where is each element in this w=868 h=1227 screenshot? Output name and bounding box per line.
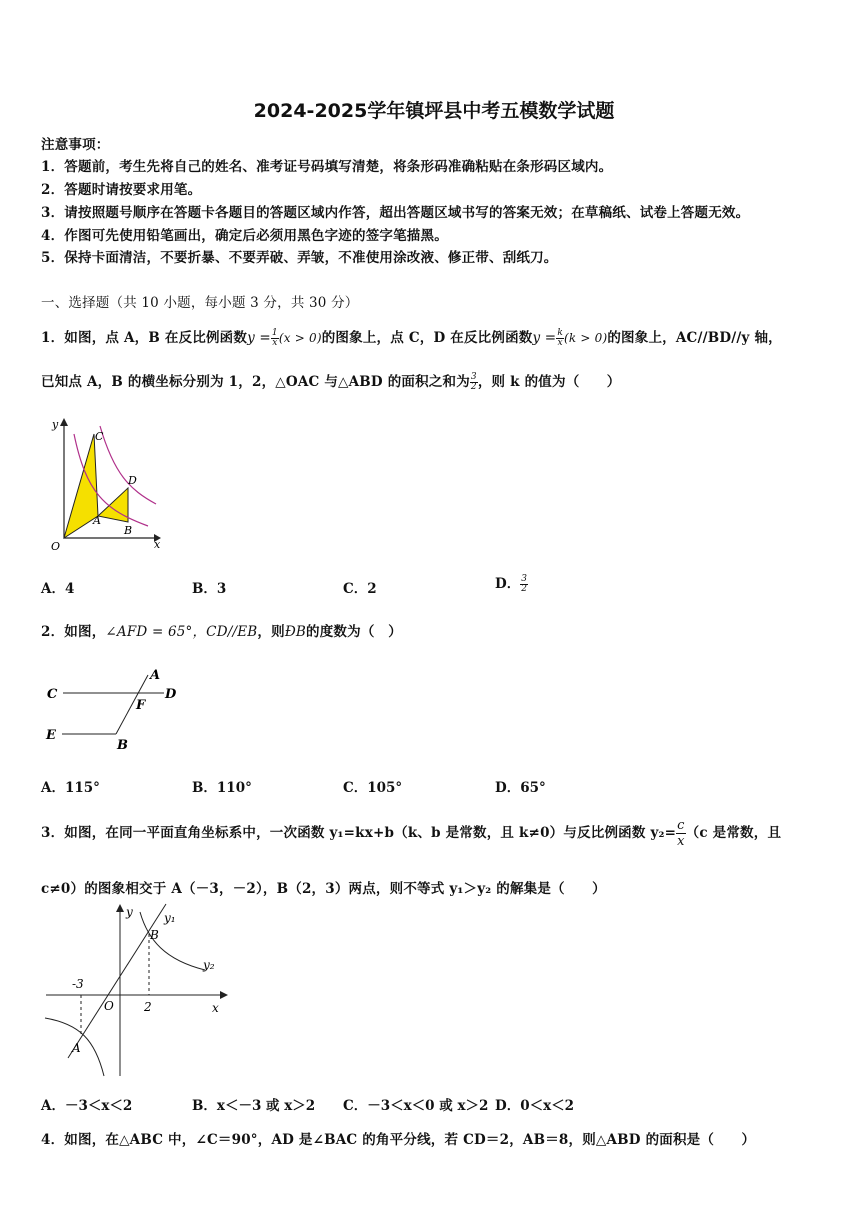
q1-func1-lhs: y = [247,330,271,346]
option-label: D． [495,576,521,592]
fraction-numerator: 3 [521,574,527,584]
y-arrow [60,418,68,426]
q2-math-angle: ÐB [284,624,307,640]
label-c: C [95,430,104,443]
label-b: B [117,738,128,753]
q1-func2-condition: (k > 0) [563,331,608,345]
q2-figure [44,665,184,755]
triangle-abd [98,488,128,522]
q1-option-d[interactable] [495,572,528,594]
q1-text: 已知点 A，B 的横坐标分别为 1，2，△OAC 与△ABD 的面积之和为 [41,374,470,390]
notice-item: 2．答题时请按要求用笔。 [41,182,202,198]
q1-text: 的图象上，点 C，D 在反比例函数 [321,330,533,346]
q2-text: ，则 [257,624,285,640]
label-b: B [124,524,133,537]
label-y1: y₁ [164,911,176,925]
fraction-denominator: x [557,338,563,348]
q1-func1-condition: (x > 0) [278,331,322,345]
option-fraction [520,575,528,594]
label-a: A [93,514,101,527]
label-y: y [52,418,59,431]
q3-option-b[interactable]: B．x＜－3 或 x＞2 [192,1098,316,1114]
label-e: E [46,728,56,743]
notice-heading: 注意事项： [41,137,110,153]
y-arrow [116,904,124,912]
page-title: 2024-2025学年镇坪县中考五模数学试题 [253,100,615,122]
label-f: F [136,698,146,713]
q1-func2-fraction [556,329,564,348]
notice-item: 1．答题前，考生先将自己的姓名、准考证号码填写清楚，将条形码准确粘贴在条形码区域内。 [41,159,613,175]
x-arrow [220,991,228,999]
q1-line1 [41,326,782,348]
q1-option-b[interactable]: B．3 [192,581,227,597]
q2-option-b[interactable]: B．110° [192,780,252,796]
label-minus-3: -3 [72,977,84,991]
q3-figure [40,900,235,1080]
q2-line1 [41,620,402,640]
fraction-denominator: 2 [521,584,527,594]
label-c: C [47,687,58,702]
label-x: x [154,538,161,551]
q4-line1: 4．如图，在△ABC 中，∠C＝90°，AD 是∠BAC 的角平分线，若 CD＝2，AB＝8，则△ABD 的面积是（ ） [41,1132,756,1148]
q1-sum-fraction [470,373,478,392]
q2-text: 的度数为（ ） [306,624,402,640]
fraction-numerator: 3 [470,372,477,382]
q3-option-a[interactable]: A．－3＜x＜2 [41,1098,133,1114]
q1-line2 [41,370,621,392]
label-y: y [126,905,133,919]
label-x: x [212,1001,219,1015]
fraction-numerator: 1 [271,328,278,338]
fraction-denominator: x [272,338,278,348]
q1-option-a[interactable]: A．4 [41,581,75,597]
label-b: B [150,928,159,942]
q2-option-d[interactable]: D．65° [495,780,546,796]
q3-option-d[interactable]: D．0＜x＜2 [495,1098,575,1114]
notice-item: 4．作图可先使用铅笔画出，确定后必须用黑色字迹的签字笔描黑。 [41,228,448,244]
q1-func1-fraction [271,329,279,348]
q2-option-a[interactable]: A．115° [41,780,100,796]
fraction-numerator: c [677,818,685,833]
label-d: D [165,687,177,702]
notice-item: 3．请按照题号顺序在答题卡各题目的答题区域内作答，超出答题区域书写的答案无效；在草稿纸、试卷上答题无效。 [41,205,750,221]
q1-figure [44,412,166,554]
label-y2: y₂ [203,958,215,972]
q2-math: ∠AFD = 65°，CD//EB [105,624,258,640]
section-heading: 一、选择题（共 10 小题，每小题 3 分，共 30 分） [41,295,359,311]
q3-option-c[interactable]: C．－3＜x＜0 或 x＞2 [343,1098,489,1114]
label-a: A [150,668,161,683]
q3-text: （c 是常数，且 [685,825,782,841]
q1-func2-lhs: y = [532,330,557,346]
q1-option-c[interactable]: C．2 [343,581,377,597]
q3-text: 3．如图，在同一平面直角坐标系中，一次函数 y₁=kx+b（k、b 是常数，且 k≠0）与反比例函数 y₂= [41,825,677,841]
q3-fraction [676,818,685,849]
label-a: A [72,1041,81,1055]
label-2: 2 [144,1000,152,1014]
fraction-denominator: x [677,834,685,849]
label-o: O [104,999,114,1013]
label-d: D [128,474,137,487]
q1-text: 1．如图，点 A，B 在反比例函数 [41,330,248,346]
q1-text: ，则 k 的值为（ ） [477,374,621,390]
label-o: O [51,540,61,553]
q2-text: 2．如图， [41,624,106,640]
q2-option-c[interactable]: C．105° [343,780,403,796]
q1-text: 的图象上，AC//BD//y 轴， [607,330,782,346]
q3-line2: c≠0）的图象相交于 A（－3，－2），B（2，3）两点，则不等式 y₁＞y₂ 的解集是（ ） [41,881,606,897]
fraction-numerator: k [557,328,563,338]
q3-line1 [41,818,781,849]
notice-item: 5．保持卡面清洁，不要折暴、不要弄破、弄皱，不准使用涂改液、修正带、刮纸刀。 [41,250,558,266]
fraction-denominator: 2 [470,382,477,392]
